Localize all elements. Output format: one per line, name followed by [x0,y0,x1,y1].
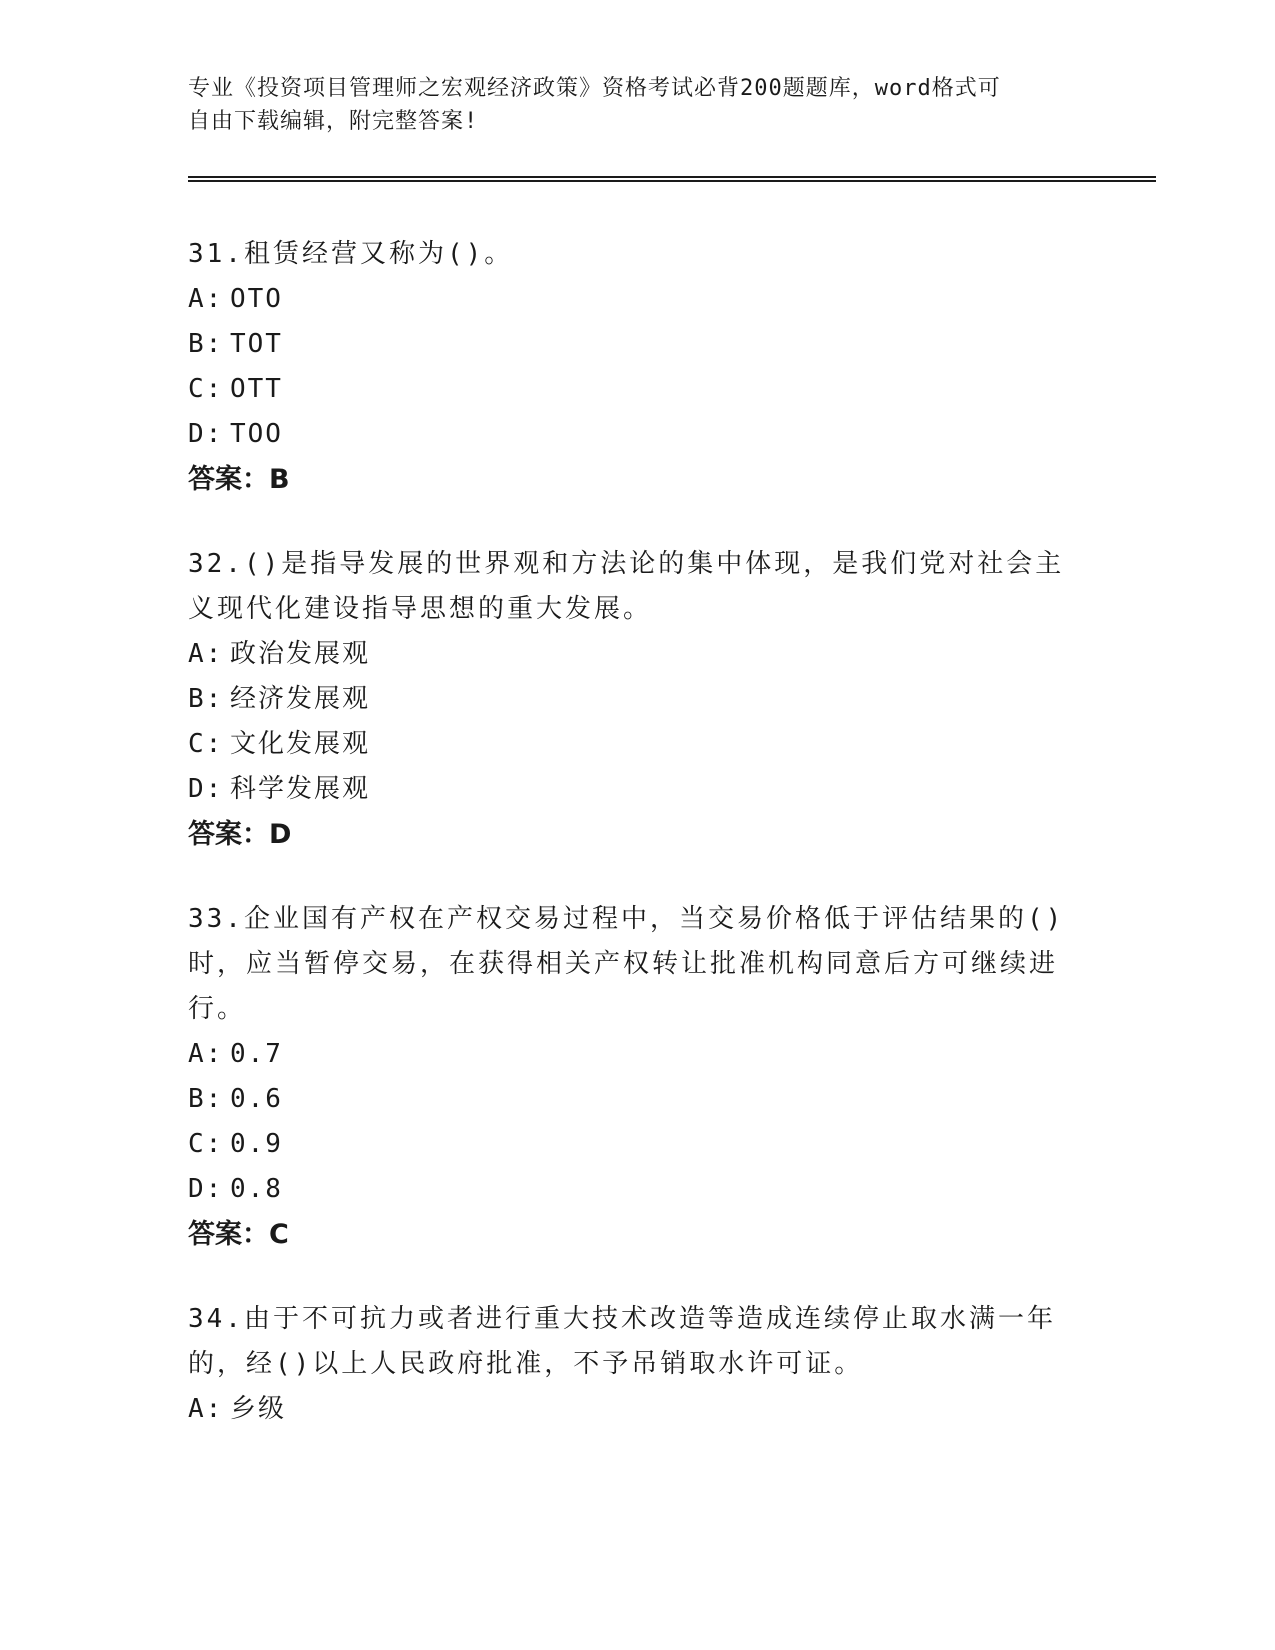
document-header [188,72,1088,138]
option-key: B: [188,1084,224,1114]
option-key: C: [188,1129,224,1159]
option-key: A: [188,1394,224,1424]
option-key: A: [188,639,224,669]
option-text: 0.9 [230,1129,283,1159]
option-text: OTT [230,374,283,404]
option-a [188,632,1088,677]
option-text: OTO [230,284,283,314]
option-c [188,367,1088,412]
option-a [188,1387,1088,1432]
question-stem: 34.由于不可抗力或者进行重大技术改造等造成连续停止取水满一年的，经()以上人民政府批准，不予吊销取水许可证。 [188,1304,1056,1379]
header-divider [188,176,1156,182]
question-34 [188,1297,1088,1432]
option-text: 乡级 [230,1394,287,1424]
option-text: 文化发展观 [230,729,371,759]
option-text: 经济发展观 [230,684,371,714]
option-c [188,722,1088,767]
question-31 [188,232,1088,502]
header-line-1: 专业《投资项目管理师之宏观经济政策》资格考试必背200题题库，word格式可 [188,76,1001,101]
answer-line: 答案：B [188,464,290,495]
question-stem: 32.()是指导发展的世界观和方法论的集中体现，是我们党对社会主义现代化建设指导思想的重大发展。 [188,549,1065,624]
question-stem: 33.企业国有产权在产权交易过程中，当交易价格低于评估结果的()时，应当暂停交易，在获得相关产权转让批准机构同意后方可继续进行。 [188,904,1065,1024]
option-b [188,322,1088,367]
option-d [188,412,1088,457]
option-key: D: [188,419,224,449]
option-key: D: [188,774,224,804]
option-a [188,277,1088,322]
option-key: C: [188,374,224,404]
option-a [188,1032,1088,1077]
question-32 [188,542,1088,857]
option-b [188,1077,1088,1122]
question-33 [188,897,1088,1257]
option-text: 0.7 [230,1039,283,1069]
option-text: TOT [230,329,283,359]
option-text: TOO [230,419,283,449]
option-key: D: [188,1174,224,1204]
option-text: 科学发展观 [230,774,371,804]
answer-line: 答案：C [188,1219,289,1250]
answer-line: 答案：D [188,819,292,850]
option-key: A: [188,284,224,314]
question-stem: 31.租赁经营又称为()。 [188,239,514,269]
option-d [188,1167,1088,1212]
option-text: 0.6 [230,1084,283,1114]
option-key: B: [188,329,224,359]
option-c [188,1122,1088,1167]
option-b [188,677,1088,722]
question-list [188,232,1088,1472]
option-d [188,767,1088,812]
option-key: A: [188,1039,224,1069]
option-key: C: [188,729,224,759]
header-line-2: 自由下载编辑，附完整答案! [188,109,479,134]
option-text: 政治发展观 [230,639,371,669]
option-text: 0.8 [230,1174,283,1204]
option-key: B: [188,684,224,714]
